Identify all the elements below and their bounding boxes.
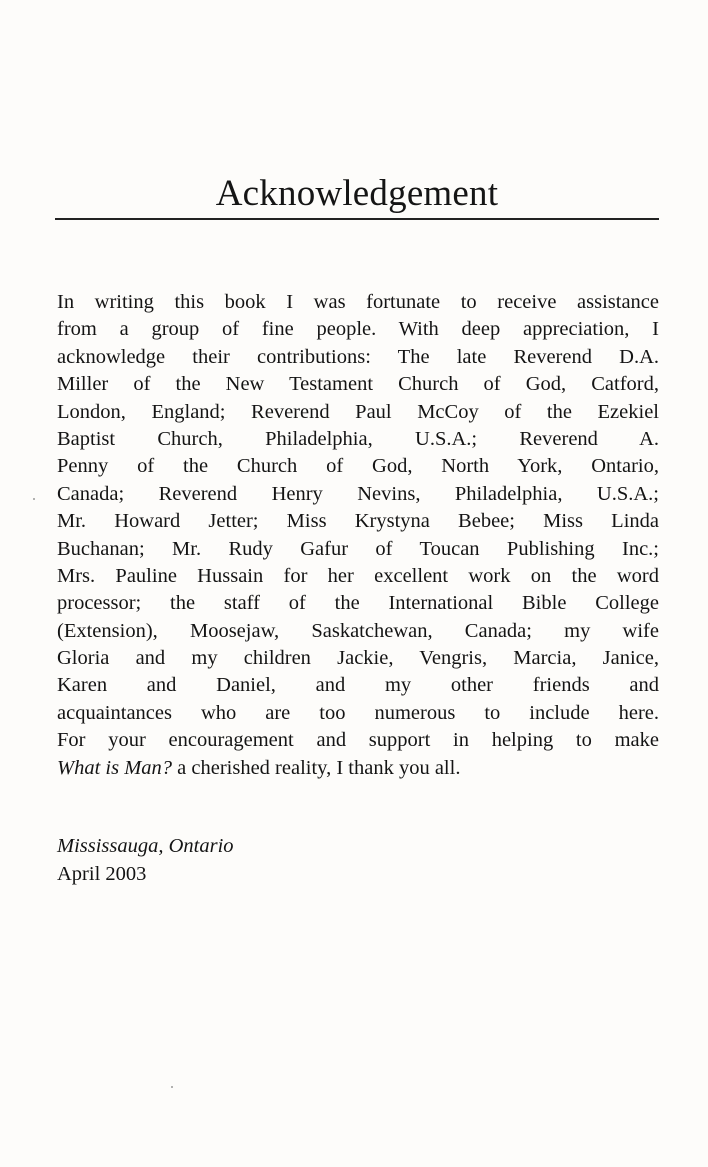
paragraph-line: Penny of the Church of God, North York, Ontario, xyxy=(57,455,659,478)
scan-speck xyxy=(171,1086,173,1088)
paragraph-line: For your encouragement and support in helping to make xyxy=(57,729,659,752)
final-line-text: a cherished reality, I thank you all. xyxy=(172,756,461,779)
signoff-date: April 2003 xyxy=(57,863,147,885)
page-title: Acknowledgement xyxy=(215,173,499,214)
paragraph-line: (Extension), Moosejaw, Saskatchewan, Canada; my wife xyxy=(57,619,659,642)
paragraph-line: London, England; Reverend Paul McCoy of the Ezekiel xyxy=(57,400,659,423)
paragraph-line: Baptist Church, Philadelphia, U.S.A.; Reverend A. xyxy=(57,427,659,450)
paragraph-line: Karen and Daniel, and my other friends and xyxy=(57,674,659,697)
signoff xyxy=(57,832,234,888)
paragraph-line: Gloria and my children Jackie, Vengris, Marcia, Janice, xyxy=(57,647,659,670)
acknowledgement-paragraph xyxy=(57,289,659,782)
title-underline xyxy=(55,218,659,220)
paragraph-line: Miller of the New Testament Church of God, Catford, xyxy=(57,373,659,396)
paragraph-line: Mrs. Pauline Hussain for her excellent work on the word xyxy=(57,564,659,587)
paragraph-line: from a group of fine people. With deep appreciation, I xyxy=(57,318,659,341)
scan-speck xyxy=(33,498,35,500)
signoff-place: Mississauga, Ontario xyxy=(57,835,234,857)
book-title-italic: What is Man? xyxy=(57,756,173,779)
paragraph-line: In writing this book I was fortunate to receive assistance xyxy=(57,291,659,313)
paragraph-line: Mr. Howard Jetter; Miss Krystyna Bebee; Miss Linda xyxy=(57,510,659,533)
paragraph-line: acquaintances who are too numerous to include here. xyxy=(57,701,659,724)
paragraph-line: acknowledge their contributions: The late Reverend D.A. xyxy=(57,345,659,368)
paragraph-final-line xyxy=(57,755,659,782)
paragraph-line: Canada; Reverend Henry Nevins, Philadelphia, U.S.A.; xyxy=(57,482,659,505)
paragraph-line: Buchanan; Mr. Rudy Gafur of Toucan Publishing Inc.; xyxy=(57,537,659,560)
paragraph-line: processor; the staff of the International Bible College xyxy=(57,592,659,615)
